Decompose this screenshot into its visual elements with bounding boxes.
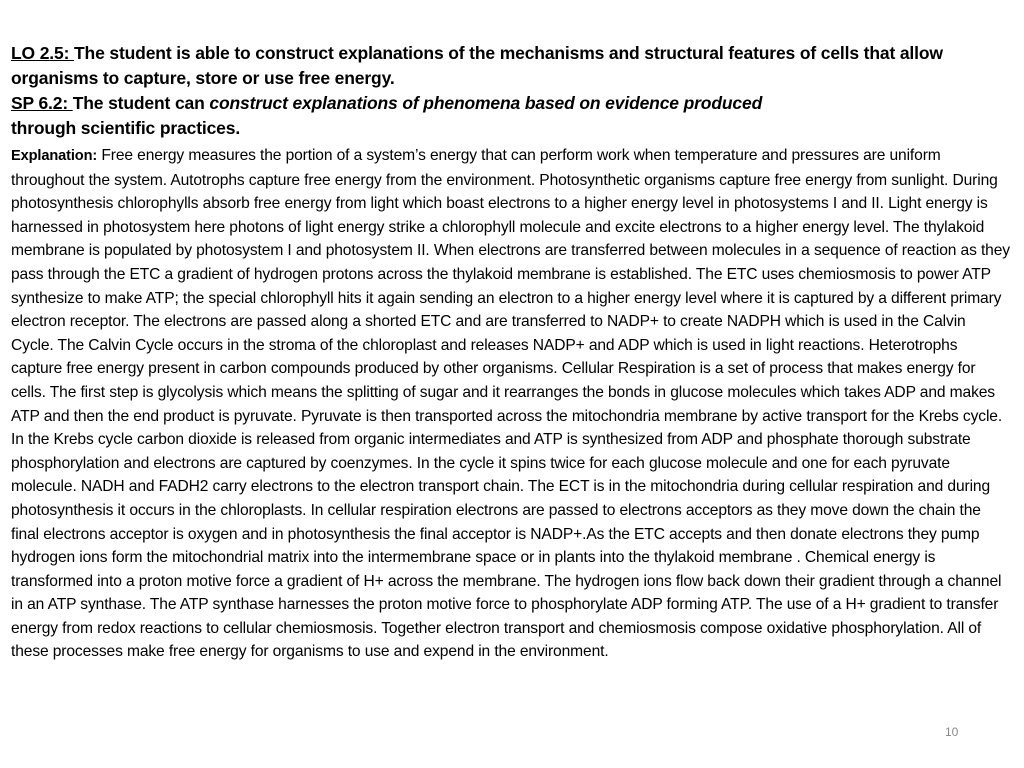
sp-label: SP 6.2: (11, 93, 73, 113)
slide-number: 10 (945, 725, 959, 739)
science-practice (11, 91, 1011, 141)
sp-text-line2: through scientific practices (11, 118, 236, 138)
sp-italic-text: construct explanations of phenomena based on evidence produced (209, 93, 763, 113)
slide-content (11, 41, 1011, 664)
explanation-body: Free energy measures the portion of a system’s energy that can perform work when temperature and pressures are uniform throughout the system. Autotrophs capture free energy from the environment. Photosynthetic organisms capture free energy from sunlight. During photosynthesis chlorophylls absorb free energy from light which boast electrons to a higher energy level in photosystems I and II. Light energy is harnessed in photosystem here photons of light energy strike a chlorophyll molecule and excite electrons to a higher energy level. The thylakoid membrane is populated by photosystem I and photosystem II. When electrons are transferred between molecules in a sequence of reaction as they pass through the ETC a gradient of hydrogen protons across the thylakoid membrane is established. The ETC uses chemiosmosis to power ATP synthesize to make ATP; the special chlorophyll hits it again sending an electron to a higher energy level where it is captured by a different primary electron receptor. The electrons are passed along a shorted ETC and are transferred to NADP+ to create NADPH which is used in the Calvin Cycle. The Calvin Cycle occurs in the stroma of the chloroplast and releases NADP+ and ADP which is used in light reactions. Heterotrophs capture free energy present in carbon compounds produced by other organisms. Cellular Respiration is a set of process that makes energy for cells. The first step is glycolysis which means the splitting of sugar and it rearranges the bonds in glucose molecules which takes ADP and makes ATP and then the end product is pyruvate. Pyruvate is then transported across the mitochondria membrane by active transport for the Krebs cycle. In the Krebs cycle carbon dioxide is released from organic intermediates and ATP is synthesized from ADP and phosphate thorough substrate phosphorylation and electrons are captured by coenzymes. In the cycle it spins twice for each glucose molecule and one for each pyruvate molecule. NADH and FADH2 carry electrons to the electron transport chain. The ECT is in the mitochondria during cellular respiration and during photosynthesis it occurs in the chloroplasts. In cellular respiration electrons are passed to electrons acceptors as they move down the chain the final electrons acceptor is oxygen and in photosynthesis the final acceptor is NADP+.As the ETC accepts and then donate electrons they pump hydrogen ions form the mitochondrial matrix into the intermembrane space or in plants into the thylakoid membrane . Chemical energy is transformed into a proton motive force a gradient of H+ across the membrane. The hydrogen ions flow back down their gradient through a channel in an ATP synthase. The ATP synthase harnesses the proton motive force to phosphorylate ADP forming ATP. The use of a H+ gradient to transfer energy from redox reactions to cellular chemiosmosis. Together electron transport and chemiosmosis compose oxidative phosphorylation. All of these processes make free energy for organisms to use and expend in the environment. (11, 147, 1010, 661)
explanation-paragraph (11, 144, 1011, 664)
sp-text-end: . (235, 118, 241, 138)
explanation-label: Explanation: (11, 148, 98, 164)
learning-objective (11, 41, 1011, 91)
lo-text: The student is able to construct explanations of the mechanisms and structural features of cells that allow organisms to capture, store or use free energy. (11, 43, 943, 88)
sp-text: The student can (72, 93, 210, 113)
lo-label: LO 2.5: (11, 43, 74, 63)
